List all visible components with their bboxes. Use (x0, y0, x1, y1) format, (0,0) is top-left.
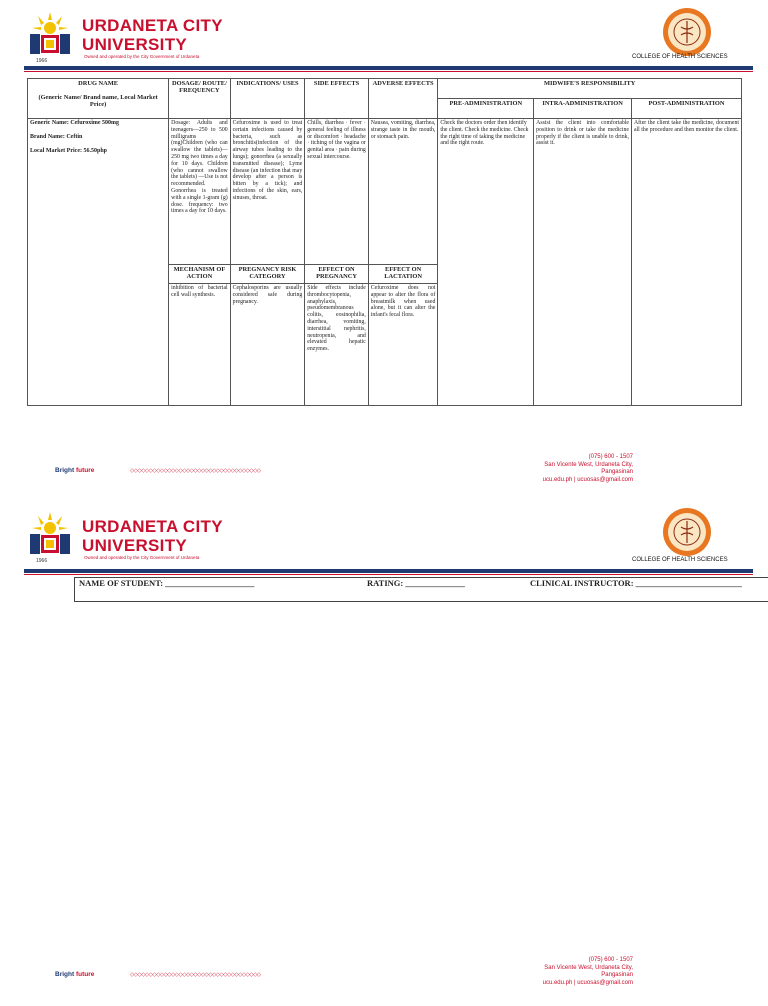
header-adverse-effects: ADVERSE EFFECTS (368, 79, 438, 119)
header-pregnancy-risk: PREGNANCY RISK CATEGORY (230, 265, 305, 284)
side-effects-cell: Chills, diarrhea · fever · general feeling of illness or discomfort · headache · itching of the vagina or genital area · pain during sexual intercourse. (305, 119, 369, 265)
page-1 (0, 0, 768, 500)
header-effect-pregnancy: EFFECT ON PREGNANCY (305, 265, 369, 284)
mechanism-cell: inhibition of bacterial cell wall synthesis. (169, 284, 231, 406)
header-mechanism: MECHANISM OF ACTION (169, 265, 231, 284)
page-2 (0, 500, 768, 1006)
dosage-cell: Dosage: Adults and teenagers—250 to 500 milligrams (mg)Children (who can swallow the tablets)—250 mg two times a day for 10 days. Children (who cannot swallow the tablets) —Use is not recommended. Gonorrhea is treated with a single 1-gram (g) dose. frequency: two times a day for 10 days. (169, 119, 231, 265)
drug-study-table (27, 78, 742, 406)
header-intra-administration: INTRA-ADMINISTRATION (534, 99, 632, 119)
footer-tagline: Bright future (55, 467, 95, 474)
header-drug-name: DRUG NAME (Generic Name/ Brand name, Local Market Price) (28, 79, 169, 119)
pregnancy-risk-cell: Cephalosporins are usually considered safe during pregnancy. (230, 284, 305, 406)
footer-address-line2: Pangasinan (601, 469, 633, 476)
footer-address-line1: San Vicente West, Urdaneta City, (544, 461, 633, 468)
footer-contact (500, 957, 633, 987)
brand-name: Brand Name: Ceftin (30, 133, 83, 140)
drug-name-cell (28, 119, 169, 406)
indications-cell: Cefuroxime is used to treat certain infections caused by bacteria, such as bronchitis(infection of the airway tubes leading to the lungs); gonorrhea (a sexually transmitted disease); Lyme disease (an infection that may develop after a person is bitten by a tick); and infections of the skin, ears, sinuses, throat. (230, 119, 305, 265)
pre-administration-cell: Check the doctors order then identify the client. Check the medicine. Check the right time of taking the medicine and the right route. (438, 119, 534, 406)
footer-contact (500, 454, 633, 484)
footer-web-email: ucu.edu.ph | ucuosas@gmail.com (542, 476, 633, 483)
footer-pattern: ◇◇◇◇◇◇◇◇◇◇◇◇◇◇◇◇◇◇◇◇◇◇◇◇◇◇◇◇◇◇◇◇◇◇◇ (130, 972, 261, 978)
rating-field[interactable]: RATING: ______________ (367, 578, 465, 588)
footer-web-email: ucu.edu.ph | ucuosas@gmail.com (542, 979, 633, 986)
university-name-line1: URDANETA CITY (82, 517, 223, 536)
header-side-effects: SIDE EFFECTS (305, 79, 369, 119)
university-logo-icon (24, 8, 76, 60)
effect-pregnancy-cell: Side effects include thrombocytopenia, anaphylaxis, pseudomembranous colitis, eosinophilia, diarrhea, vomiting, interstitial nephritis, neutropenia, and elevated hepatic enzymes. (305, 284, 369, 406)
university-name-line2: UNIVERSITY (82, 35, 188, 54)
header-divider (24, 569, 753, 573)
adverse-effects-cell: Nausea, vomiting, diarrhea, strange taste in the mouth, or stomach pain. (368, 119, 438, 265)
header-effect-lactation: EFFECT ON LACTATION (368, 265, 438, 284)
college-seal-icon (662, 7, 712, 57)
university-logo-icon (24, 508, 76, 560)
footer-tagline: Bright future (55, 971, 95, 978)
header-dosage: DOSAGE/ ROUTE/ FREQUENCY (169, 79, 231, 119)
university-subtitle: Owned and operated by the City Government of Urdaneta (84, 54, 200, 59)
college-seal-icon (662, 507, 712, 557)
header-divider-accent (24, 574, 753, 575)
student-name-field[interactable]: NAME OF STUDENT: _____________________ (79, 578, 255, 588)
college-name: COLLEGE OF HEALTH SCIENCES (632, 54, 728, 60)
header-divider-accent (24, 71, 753, 72)
university-name-line2: UNIVERSITY (82, 536, 188, 555)
university-subtitle: Owned and operated by the City Government of Urdaneta (84, 555, 200, 560)
header-divider (24, 66, 753, 70)
clinical-instructor-field[interactable]: CLINICAL INSTRUCTOR: _________________________ (530, 578, 742, 588)
footer-address-line1: San Vicente West, Urdaneta City, (544, 964, 633, 971)
effect-lactation-cell: Cefuroxime does not appear to alter the flora of breastmilk when used alone, but it can alter the infant's fecal flora. (368, 284, 438, 406)
footer-phone: (075) 600 - 1507 (588, 957, 633, 963)
generic-name: Generic Name: Cefuroxime 500mg (30, 120, 120, 126)
header-midwife-responsibility: MIDWIFE'S RESPONSIBILITY (438, 79, 742, 99)
market-price: Local Market Price: 56.50php (30, 147, 107, 154)
footer-address-line2: Pangasinan (601, 972, 633, 979)
footer-phone: (075) 600 - 1507 (588, 454, 633, 460)
header-pre-administration: PRE-ADMINISTRATION (438, 99, 534, 119)
footer-pattern: ◇◇◇◇◇◇◇◇◇◇◇◇◇◇◇◇◇◇◇◇◇◇◇◇◇◇◇◇◇◇◇◇◇◇◇ (130, 468, 261, 474)
college-name: COLLEGE OF HEALTH SCIENCES (632, 557, 728, 563)
student-info-box (74, 577, 768, 602)
header-indications: INDICATIONS/ USES (230, 79, 305, 119)
university-name-line1: URDANETA CITY (82, 16, 223, 35)
intra-administration-cell: Assist the client into comfortable position to drink or take the medicine properly if the client is unable to drink, assist it. (534, 119, 632, 406)
founding-year: 1966 (36, 58, 48, 64)
post-administration-cell: After the client take the medicine, document all the procedure and then monitor the client. (631, 119, 741, 406)
header-post-administration: POST-ADMINISTRATION (631, 99, 741, 119)
founding-year: 1966 (36, 558, 48, 564)
